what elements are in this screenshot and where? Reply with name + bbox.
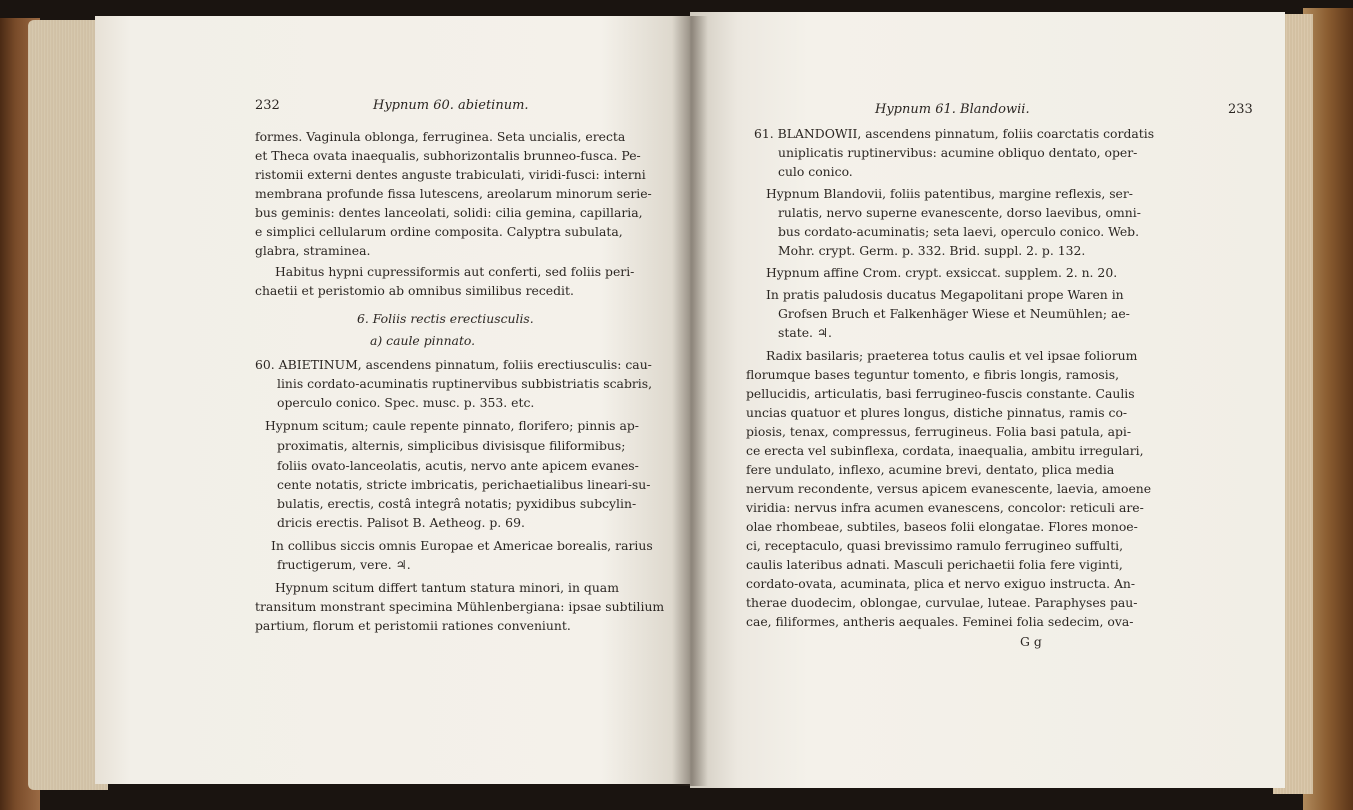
book-gutter xyxy=(672,16,708,786)
text-line: partium, florum et peristomii rationes conveniunt. xyxy=(255,618,571,633)
text-line: In pratis paludosis ducatus Megapolitani prope Waren in xyxy=(766,287,1124,302)
text-line: cordato-ovata, acuminata, plica et nervo exiguo instructa. An- xyxy=(746,576,1136,591)
text-line: glabra, straminea. xyxy=(255,243,371,258)
page-number: 233 xyxy=(1228,102,1253,117)
subsection-heading: a) caule pinnato. xyxy=(370,333,476,348)
text-line: In collibus siccis omnis Europae et Americae borealis, rarius xyxy=(271,538,653,553)
text-line: cente notatis, stricte imbricatis, perichaetialibus lineari-su- xyxy=(277,477,651,492)
text-line: proximatis, alternis, simplicibus divisisque filiformibus; xyxy=(277,438,626,453)
species-entry: 60. ABIETINUM, ascendens pinnatum, foliis erectiusculis: cau- xyxy=(255,357,652,372)
text-line: uniplicatis ruptinervibus: acumine obliquo dentato, oper- xyxy=(778,145,1138,160)
page-number: 232 xyxy=(255,98,280,113)
text-line: transitum monstrant specimina Mühlenbergiana: ipsae subtilium xyxy=(255,599,665,614)
text-line: bus cordato-acuminatis; seta laevi, operculo conico. Web. xyxy=(778,224,1140,239)
text-line: ci, receptaculo, quasi brevissimo ramulo ferrugineo suffulti, xyxy=(746,538,1124,553)
text-line: florumque bases teguntur tomento, e fibris longis, ramosis, xyxy=(746,367,1120,382)
text-line: piosis, tenax, compressus, ferrugineus. Folia basi patula, api- xyxy=(746,424,1132,439)
text-line: ristomii externi dentes anguste trabiculati, viridi-fusci: interni xyxy=(255,167,646,182)
text-line: caulis lateribus adnati. Masculi perichaetii folia fere viginti, xyxy=(746,557,1123,572)
text-line: cae, filiformes, antheris aequales. Feminei folia sedecim, ova- xyxy=(746,614,1134,629)
text-line: Hypnum scitum; caule repente pinnato, florifero; pinnis ap- xyxy=(265,418,639,433)
text-line: foliis ovato-lanceolatis, acutis, nervo ante apicem evanes- xyxy=(277,458,639,473)
text-line: uncias quatuor et plures longus, distiche pinnatus, ramis co- xyxy=(746,405,1128,420)
text-line: nervum recondente, versus apicem evanescente, laevia, amoene xyxy=(746,481,1152,496)
text-line: fere undulato, inflexo, acumine brevi, dentato, plica media xyxy=(746,462,1115,477)
text-line: et Theca ovata inaequalis, subhorizontalis brunneo-fusca. Pe- xyxy=(255,148,641,163)
text-line: Hypnum affine Crom. crypt. exsiccat. supplem. 2. n. 20. xyxy=(766,265,1118,280)
text-line: fructigerum, vere. ♃. xyxy=(277,557,411,572)
text-line: Grofsen Bruch et Falkenhäger Wiese et Neumühlen; ae- xyxy=(778,306,1130,321)
text-line: pellucidis, articulatis, basi ferrugineo-fuscis constante. Caulis xyxy=(746,386,1135,401)
section-heading: 6. Foliis rectis erectiusculis. xyxy=(357,311,534,326)
species-entry: 61. BLANDOWII, ascendens pinnatum, foliis coarctatis cordatis xyxy=(754,126,1155,141)
text-line: therae duodecim, oblongae, curvulae, luteae. Paraphyses pau- xyxy=(746,595,1138,610)
text-line: Hypnum Blandovii, foliis patentibus, margine reflexis, ser- xyxy=(766,186,1133,201)
running-head: Hypnum 61. Blandowii. xyxy=(875,102,1030,117)
text-line: olae rhombeae, subtiles, baseos folii elongatae. Flores monoe- xyxy=(746,519,1138,534)
text-line: chaetii et peristomio ab omnibus similibus recedit. xyxy=(255,283,574,298)
text-line: ce erecta vel subinflexa, cordata, inaequalia, ambitu irregulari, xyxy=(746,443,1144,458)
text-line: rulatis, nervo superne evanescente, dorso laevibus, omni- xyxy=(778,205,1141,220)
running-head: Hypnum 60. abietinum. xyxy=(373,98,529,113)
text-line: dricis erectis. Palisot B. Aetheog. p. 69. xyxy=(277,515,525,530)
text-line: state. ♃. xyxy=(778,325,832,340)
text-line: bus geminis: dentes lanceolati, solidi: cilia gemina, capillaria, xyxy=(255,205,643,220)
text-line: Hypnum scitum differt tantum statura minori, in quam xyxy=(275,580,619,595)
left-page xyxy=(95,16,690,784)
signature-mark: G g xyxy=(1020,634,1042,649)
text-line: culo conico. xyxy=(778,164,853,179)
text-line: operculo conico. Spec. musc. p. 353. etc. xyxy=(277,395,535,410)
text-line: linis cordato-acuminatis ruptinervibus subbistriatis scabris, xyxy=(277,376,653,391)
text-line: viridia: nervus infra acumen evanescens, concolor: reticuli are- xyxy=(746,500,1144,515)
text-line: membrana profunde fissa lutescens, areolarum minorum serie- xyxy=(255,186,652,201)
text-line: Mohr. crypt. Germ. p. 332. Brid. suppl. 2. p. 132. xyxy=(778,243,1086,258)
text-line: formes. Vaginula oblonga, ferruginea. Seta uncialis, erecta xyxy=(255,129,626,144)
text-line: bulatis, erectis, costâ integrâ notatis; pyxidibus subcylin- xyxy=(277,496,637,511)
text-line: Radix basilaris; praeterea totus caulis et vel ipsae foliorum xyxy=(766,348,1138,363)
right-page xyxy=(690,12,1285,788)
text-line: Habitus hypni cupressiformis aut conferti, sed foliis peri- xyxy=(275,264,635,279)
text-line: e simplici cellularum ordine composita. Calyptra subulata, xyxy=(255,224,623,239)
